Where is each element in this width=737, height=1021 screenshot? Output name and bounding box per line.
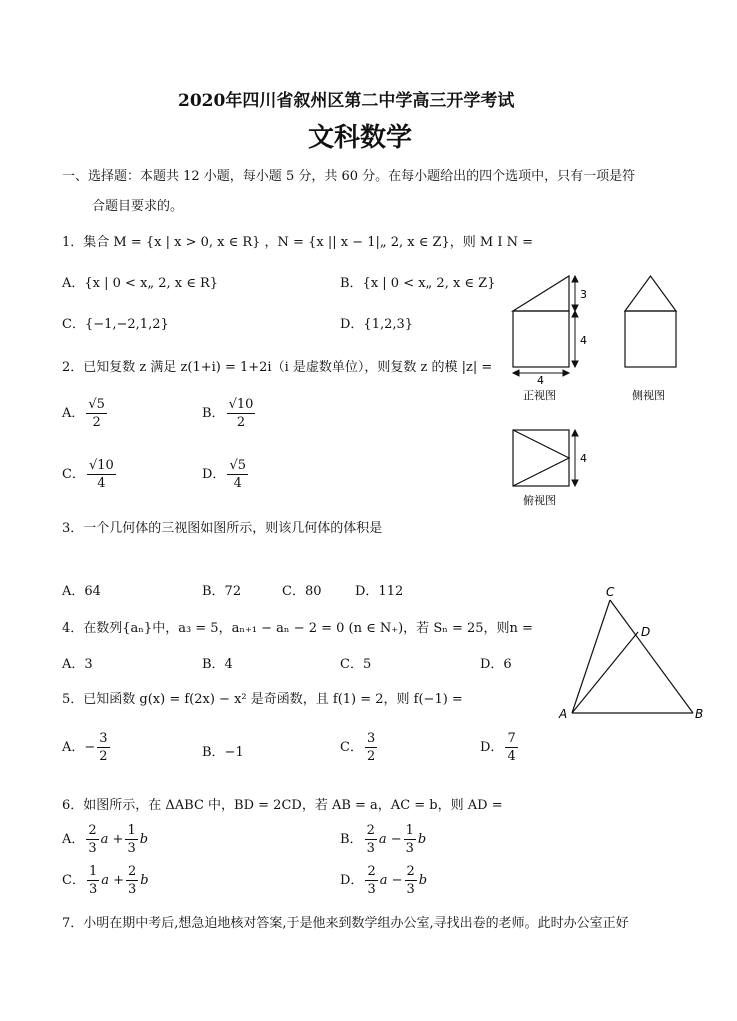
q5-option-d-num: 7 <box>507 731 516 746</box>
q2-option-d-num: √5 <box>229 458 246 473</box>
q5-option-a-label: A．− <box>62 740 96 755</box>
q6-b-mid: a − <box>378 832 402 847</box>
q4-option-c: C．5 <box>340 657 372 672</box>
q7-stem: 7．小明在期中考后,想急迫地核对答案,于是他来到数学组办公室,寻找出卷的老师。此时办公室正好 <box>62 916 629 931</box>
q6-d-mid: a − <box>379 873 403 888</box>
q6-b-n2: 1 <box>405 823 414 838</box>
q2-option-c-den: 4 <box>97 476 106 491</box>
top-view-label: 俯视图 <box>523 494 556 507</box>
q6-a-d1: 3 <box>88 841 97 856</box>
q5-option-b: B．−1 <box>202 745 244 760</box>
q4-option-a: A．3 <box>62 657 93 672</box>
q6-c-mid: a + <box>101 873 125 888</box>
segment-ad <box>572 632 638 713</box>
q6-c-n1: 1 <box>88 864 98 879</box>
triangle-figure <box>555 582 715 727</box>
q4-option-d: D．6 <box>480 657 512 672</box>
q4-option-b: B．4 <box>202 657 233 672</box>
q5-option-d-den: 4 <box>507 749 516 764</box>
q6-option-b-label: B． <box>340 832 363 847</box>
q5-option-c <box>340 730 379 765</box>
q1-stem: 1．集合 M = {x | x > 0, x ∈ R} ，N = {x || x − 1|„ 2, x ∈ Z}，则 M I N = <box>62 235 534 250</box>
section-instructions-line2: 合题目要求的。 <box>92 199 184 214</box>
q6-a-n2: 1 <box>127 823 136 838</box>
q3-option-c: C．80 <box>282 584 322 599</box>
q2-option-c <box>62 457 118 492</box>
q6-stem: 6．如图所示，在 ΔABC 中，BD = 2CD，若 AB = a，AC = b，则 AD = <box>62 798 503 813</box>
q6-a-n1: 2 <box>88 823 97 838</box>
q2-option-d-den: 4 <box>233 476 242 491</box>
front-view-label: 正视图 <box>523 389 556 402</box>
q5-stem: 5．已知函数 g(x) = f(2x) − x² 是奇函数，且 f(1) = 2，则 f(−1) = <box>62 692 463 707</box>
dim-3-arrow <box>572 276 578 311</box>
q2-stem: 2．已知复数 z 满足 z(1+i) = 1+2i（i 是虚数单位），则复数 z 的模 |z| = <box>62 360 493 375</box>
dim-4-front-arrow <box>572 311 578 367</box>
q2-option-c-label: C． <box>62 467 85 482</box>
q5-option-a-den: 2 <box>99 749 108 764</box>
q6-b-d1: 3 <box>366 841 375 856</box>
q6-option-c <box>62 863 149 898</box>
side-view-label: 侧视图 <box>632 389 665 402</box>
q3-option-a: A．64 <box>62 584 101 599</box>
q6-option-d <box>340 863 427 898</box>
q5-option-c-label: C． <box>340 740 363 755</box>
q4-stem: 4．在数列{aₙ}中，a₃ = 5，aₙ₊₁ − aₙ − 2 = 0 (n ∈ N₊)，若 Sₙ = 25，则n = <box>62 621 533 636</box>
dim-4-front-label: 4 <box>580 334 587 347</box>
q6-b-end: b <box>417 832 427 847</box>
q1-option-c: C．{−1,−2,1,2} <box>62 317 169 332</box>
q5-option-d <box>480 730 520 765</box>
q1-option-d: D．{1,2,3} <box>340 317 414 332</box>
q6-option-a <box>62 822 148 857</box>
q6-a-end: b <box>139 832 149 847</box>
side-view-roof <box>625 276 676 311</box>
subject-title: 文科数学 <box>308 123 413 153</box>
dim-4-top-label: 4 <box>580 452 587 465</box>
top-view <box>513 430 569 486</box>
vertex-b-label: B <box>695 707 704 721</box>
q5-option-a-num: 3 <box>99 731 108 746</box>
q2-option-b-den: 2 <box>236 415 246 430</box>
point-d-label: D <box>641 625 651 639</box>
section-instructions-line1: 一、选择题：本题共 12 小题，每小题 5 分，共 60 分。在每小题给出的四个选项中，只有一项是符 <box>62 169 636 184</box>
q6-option-b <box>340 822 426 857</box>
q2-option-b-label: B． <box>202 406 225 421</box>
q6-d-n1: 2 <box>367 864 376 879</box>
side-ac <box>572 600 610 713</box>
q3-stem: 3．一个几何体的三视图如图所示，则该几何体的体积是 <box>62 521 383 536</box>
front-view-square <box>513 311 569 367</box>
q1-option-a: A．{x | 0 < x„ 2, x ∈ R} <box>62 276 219 291</box>
q6-b-d2: 3 <box>405 841 414 856</box>
dim-3-label: 3 <box>580 288 587 301</box>
q6-c-d2: 3 <box>128 882 137 897</box>
q6-d-d2: 3 <box>406 882 415 897</box>
side-view-rect <box>625 311 676 367</box>
q5-option-c-den: 2 <box>366 749 376 764</box>
q6-d-d1: 3 <box>367 882 376 897</box>
q5-option-a <box>62 730 112 765</box>
q2-option-a-num: √5 <box>88 397 105 412</box>
q2-option-b <box>202 396 257 431</box>
top-view-square <box>513 430 569 486</box>
q2-option-b-num: √10 <box>228 397 254 412</box>
q2-option-c-num: √10 <box>88 458 114 473</box>
q2-option-d-label: D． <box>202 467 226 482</box>
q6-d-end: b <box>418 873 428 888</box>
q1-option-b: B．{x | 0 < x„ 2, x ∈ Z} <box>340 276 496 291</box>
vertex-c-label: C <box>606 585 615 599</box>
q6-b-n1: 2 <box>366 823 375 838</box>
q5-option-c-num: 3 <box>366 731 376 746</box>
q3-option-b: B．72 <box>202 584 242 599</box>
q6-option-c-label: C． <box>62 873 85 888</box>
three-view-figure <box>500 268 710 518</box>
q2-option-d <box>202 457 250 492</box>
q6-c-d1: 3 <box>88 882 98 897</box>
q6-d-n2: 2 <box>406 864 415 879</box>
front-view <box>513 276 569 367</box>
dim-4-top-arrow <box>572 430 578 486</box>
dim-4-width-label: 4 <box>537 374 544 387</box>
side-view <box>625 276 676 367</box>
top-view-diagonals <box>513 430 569 486</box>
q6-option-d-label: D． <box>340 873 364 888</box>
q6-c-n2: 2 <box>128 864 137 879</box>
exam-title: 2020年四川省叙州区第二中学高三开学考试 <box>178 91 515 111</box>
q6-a-mid: a + <box>100 832 124 847</box>
q3-option-d: D．112 <box>355 584 404 599</box>
q6-option-a-label: A． <box>62 832 85 847</box>
q6-a-d2: 3 <box>127 841 136 856</box>
q5-option-d-label: D． <box>480 740 504 755</box>
front-view-triangle <box>513 276 569 311</box>
side-cb <box>610 600 693 713</box>
vertex-a-label: A <box>559 707 568 721</box>
q2-option-a <box>62 396 109 431</box>
q2-option-a-label: A． <box>62 406 85 421</box>
q6-c-end: b <box>140 873 149 888</box>
q2-option-a-den: 2 <box>92 415 101 430</box>
